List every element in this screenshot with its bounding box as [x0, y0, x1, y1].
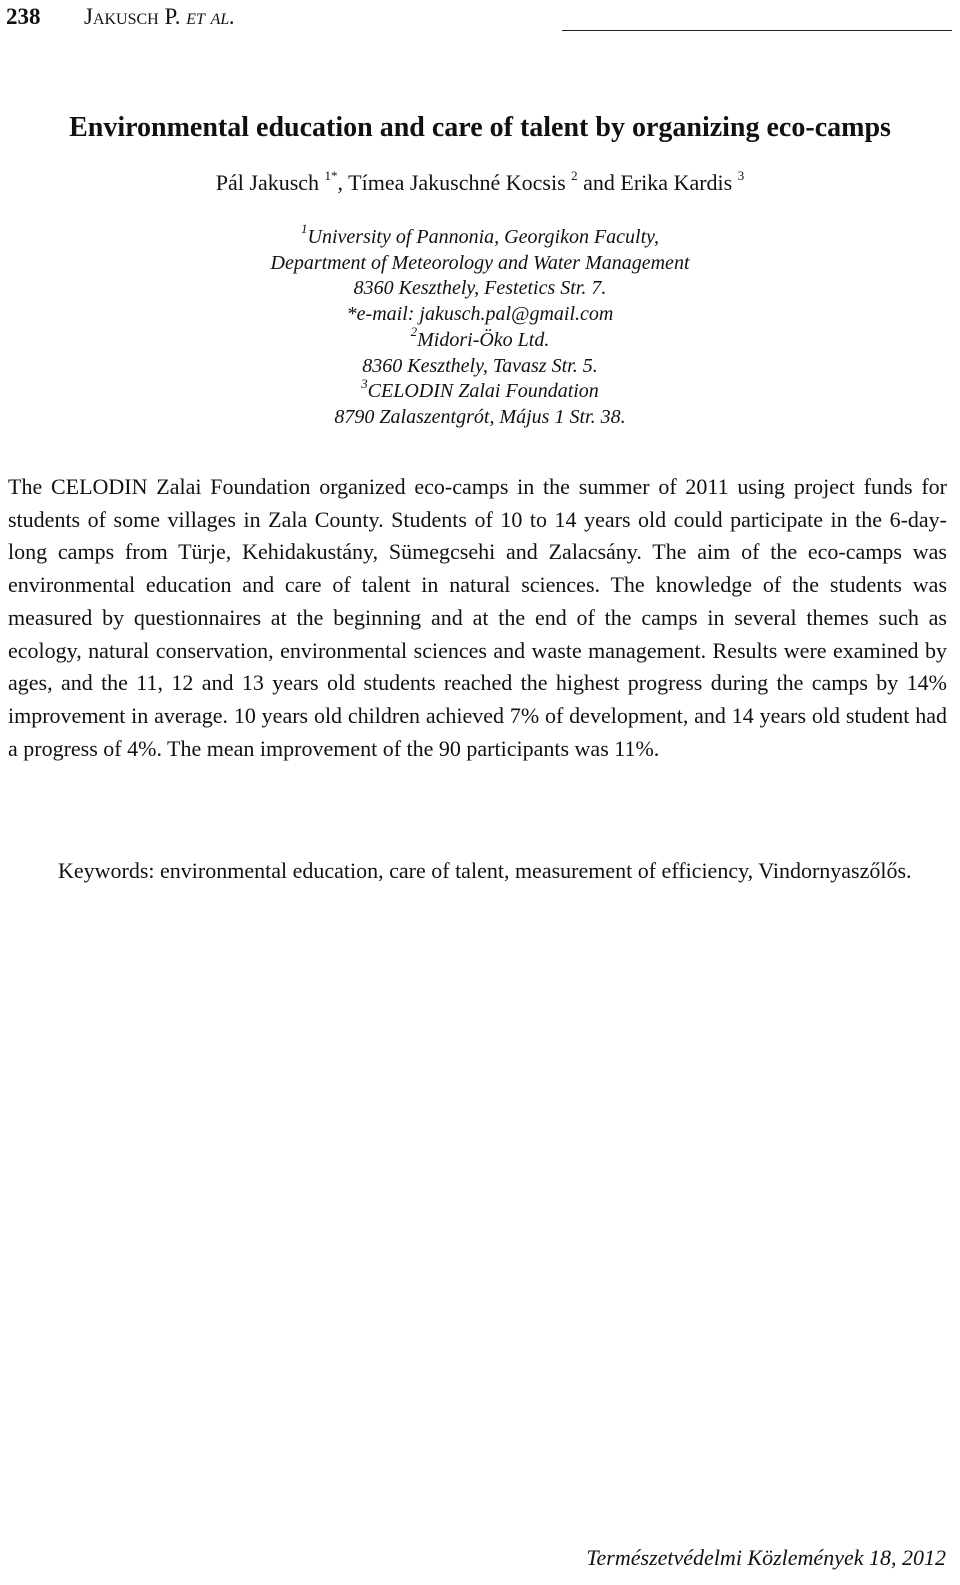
affiliation-line: Department of Meteorology and Water Management [270, 251, 690, 274]
affiliation-1-marker: 1 [301, 221, 308, 237]
affiliation-text: University of Pannonia, Georgikon Faculty, [307, 226, 659, 248]
affiliation-3-marker: 3 [361, 375, 368, 391]
author-2-marker: 2 [571, 167, 578, 183]
abstract-text: The CELODIN Zalai Foundation organized eco-camps in the summer of 2011 using project funds for students of some villages in Zala County. Students of 10 to 14 years old could participate in the 6-day-long camps from Türje, Kehidakustány, Sümegcsehi and Zalacsány. The aim of the eco-camps was environmental education and care of talent in natural sciences. The knowledge of the students was measured by questionnaires at the beginning and at the end of the camps in several themes such as ecology, natural conservation, environmental sciences and waste management. Results were examined by ages, and the 11, 12 and 13 years old students reached the highest progress during the camps by 14% improvement in average. 10 years old children achieved 7% of development, and 14 years old student had a progress of 4%. The mean improvement of the 90 participants was 11%. [8, 474, 947, 761]
affiliation-2-line [0, 324, 960, 354]
affiliation-text: Midori-Öko Ltd. [417, 328, 550, 351]
contact-email: *e-mail: jakusch.pal@gmail.com [346, 303, 614, 326]
running-head [84, 4, 235, 30]
author-list [0, 167, 960, 196]
affiliation-line: 8790 Zalaszentgrót, Május 1 Str. 38. [334, 405, 626, 428]
author-3-name: and Erika Kardis [577, 170, 738, 195]
affiliations [0, 221, 960, 431]
running-head-author: Jakusch P. [84, 4, 181, 29]
affiliation-line: 8360 Keszthely, Tavasz Str. 5. [362, 354, 598, 377]
header-rule [562, 30, 952, 31]
affiliation-3-line [0, 375, 960, 405]
affiliation-text: CELODIN Zalai Foundation [367, 380, 599, 403]
author-2-name: , Tímea Jakuschné Kocsis [337, 170, 572, 195]
keywords: Keywords: environmental education, care of talent, measurement of efficiency, Vindornyaszőlős. [58, 858, 912, 883]
author-1-marker: 1* [324, 167, 338, 183]
affiliation-line: 8360 Keszthely, Festetics Str. 7. [353, 277, 607, 300]
affiliation-2-marker: 2 [410, 324, 418, 340]
paper-title: Environmental education and care of talent by organizing eco-camps [69, 112, 891, 143]
author-1-name: Pál Jakusch [215, 170, 325, 195]
journal-footer: Természetvédelmi Közlemények 18, 2012 [586, 1545, 946, 1570]
page-number: 238 [6, 4, 41, 29]
page-header [6, 0, 952, 38]
affiliation-1-line [0, 221, 960, 251]
author-3-marker: 3 [737, 167, 745, 183]
running-head-etal: et al. [186, 4, 236, 29]
